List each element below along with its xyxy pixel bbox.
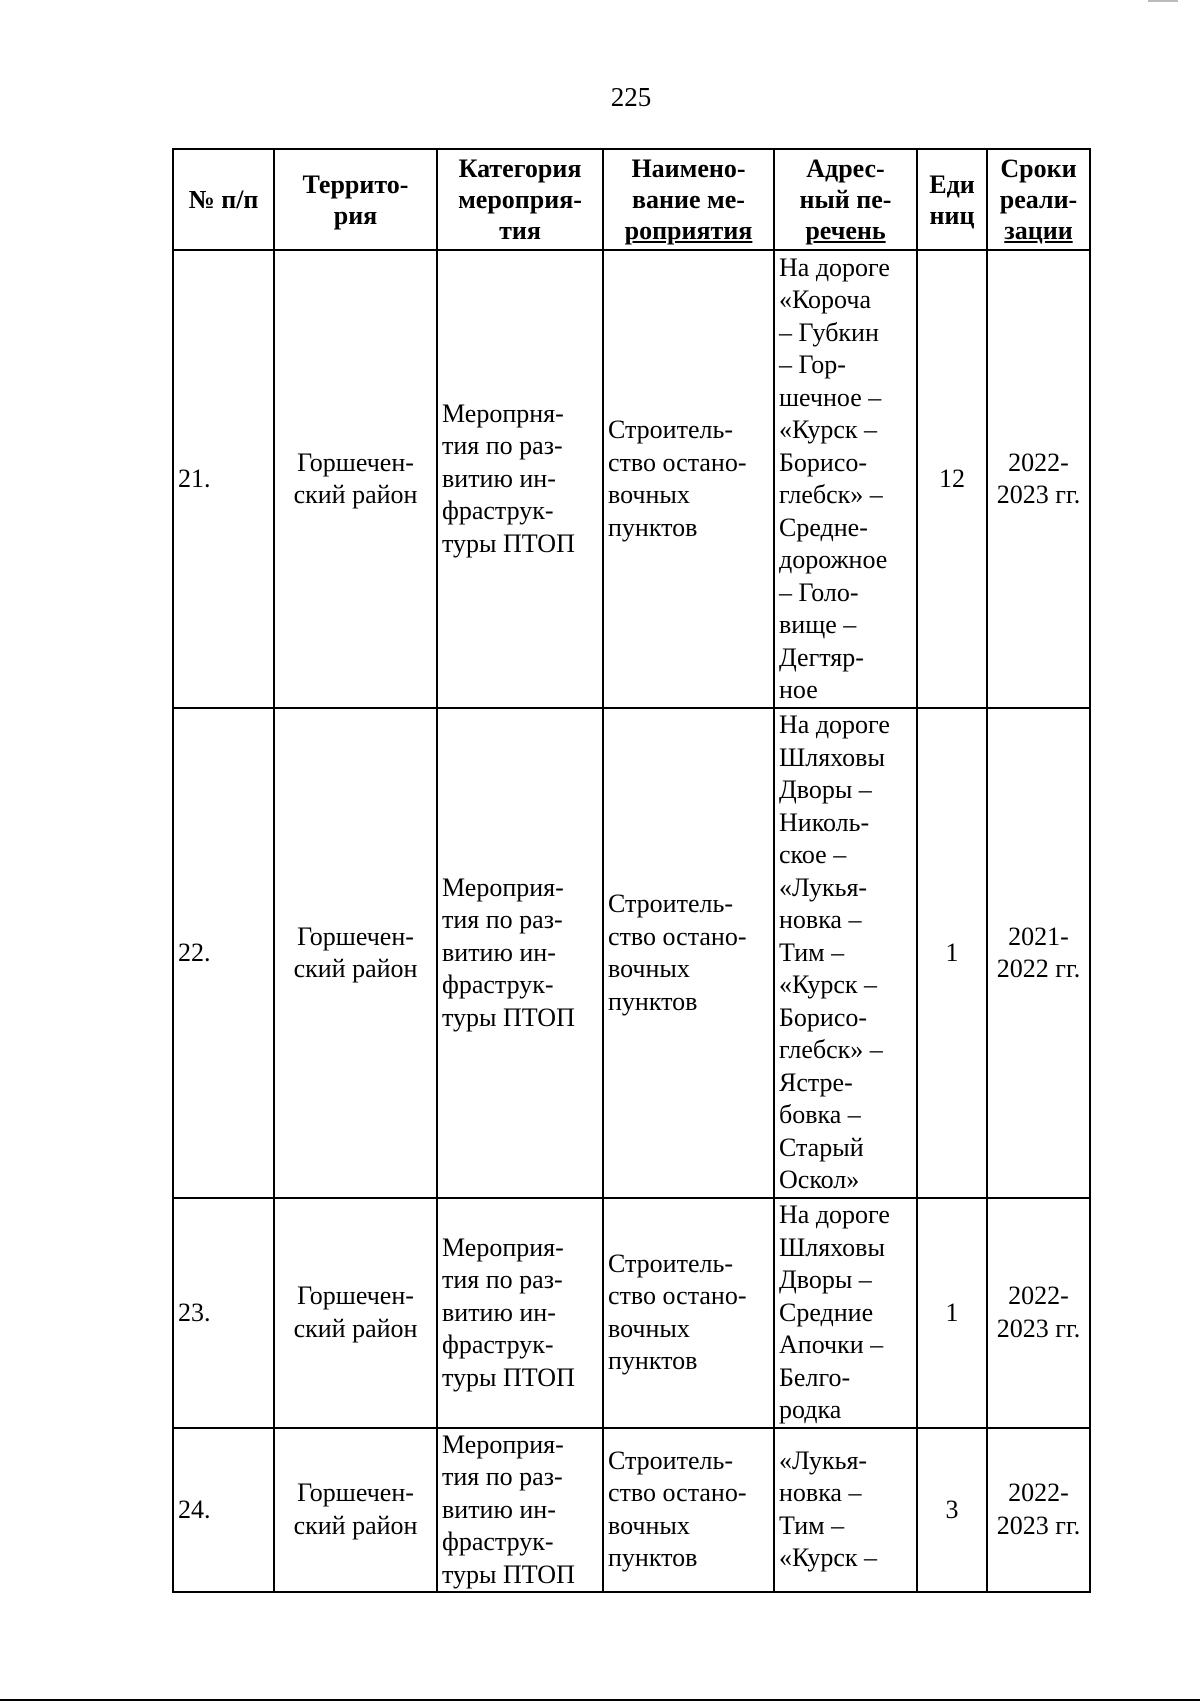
table-body bbox=[173, 250, 1090, 1592]
cell-number: 23. bbox=[173, 1198, 274, 1428]
cell-term-line: 2023 гг. bbox=[996, 1510, 1081, 1540]
cell-category-line: фраструк- bbox=[442, 1527, 554, 1556]
cell-address-line: бовка – bbox=[779, 1100, 861, 1130]
cell-address bbox=[774, 708, 917, 1198]
cell-event-name-line: ство остано- bbox=[608, 1281, 747, 1311]
cell-event-name-line: вочных bbox=[608, 954, 690, 983]
cell-category bbox=[437, 250, 603, 708]
cell-address bbox=[774, 1428, 917, 1593]
cell-event-name-line: вочных bbox=[608, 1510, 690, 1540]
header-territory: Террито- рия bbox=[274, 149, 437, 250]
cell-address-line: новка – bbox=[779, 905, 862, 935]
cell-category-line: фраструк- bbox=[442, 970, 554, 1000]
cell-units: 1 bbox=[917, 708, 987, 1198]
cell-category-line: туры ПТОП bbox=[442, 528, 575, 558]
cell-address-line: Белго- bbox=[779, 1362, 851, 1392]
cell-address-line: «Лукья- bbox=[779, 1445, 868, 1475]
cell-event-name-line: пунктов bbox=[608, 512, 698, 542]
cell-event-name-line: вочных bbox=[608, 1313, 690, 1343]
table-row bbox=[173, 708, 1090, 1198]
cell-category-line: Меропрня- bbox=[442, 398, 564, 428]
cell-address bbox=[774, 1198, 917, 1428]
cell-territory-line: Горшечен- bbox=[297, 447, 414, 477]
cell-event-name bbox=[603, 250, 774, 708]
cell-address-line: – Голо- bbox=[779, 577, 859, 607]
cell-address-line: Дворы – bbox=[779, 1265, 872, 1294]
cell-category-line: тия по раз- bbox=[442, 1265, 563, 1294]
cell-category-line: фраструк- bbox=[442, 1330, 554, 1359]
cell-address-line: На дороге bbox=[779, 1200, 890, 1229]
cell-category-line: туры ПТОП bbox=[442, 1002, 575, 1032]
bottom-rule bbox=[0, 1699, 1200, 1701]
events-table bbox=[172, 148, 1091, 1593]
cell-number: 22. bbox=[173, 708, 274, 1198]
cell-address-line: Оскол» bbox=[779, 1165, 860, 1195]
cell-category-line: Мероприя- bbox=[442, 1429, 564, 1459]
cell-address-line: Николь- bbox=[779, 807, 870, 837]
cell-address-line: «Короча bbox=[779, 285, 871, 314]
cell-term-line: 2023 гг. bbox=[996, 480, 1081, 509]
cell-term bbox=[987, 1198, 1090, 1428]
table-header-row bbox=[173, 149, 1090, 250]
cell-category bbox=[437, 1198, 603, 1428]
cell-event-name-line: вочных bbox=[608, 480, 690, 509]
cell-category bbox=[437, 708, 603, 1198]
cell-category-line: тия по раз- bbox=[442, 431, 563, 461]
cell-address-line: «Курск – bbox=[779, 970, 878, 1000]
cell-term-line: 2022- bbox=[1008, 1281, 1069, 1311]
cell-category-line: витию ин- bbox=[442, 937, 556, 967]
cell-territory bbox=[274, 250, 437, 708]
cell-term-line: 2021- bbox=[1008, 921, 1069, 951]
cell-number: 21. bbox=[173, 250, 274, 708]
cell-category-line: витию ин- bbox=[442, 1494, 556, 1524]
cell-category-line: фраструк- bbox=[442, 496, 554, 526]
cell-units: 1 bbox=[917, 1198, 987, 1428]
scan-corner-mark bbox=[1148, 0, 1178, 2]
header-number: № п/п bbox=[173, 149, 274, 250]
cell-address-line: Шляховы bbox=[779, 1232, 885, 1262]
cell-category-line: Мероприя- bbox=[442, 872, 564, 902]
cell-address-line: На дороге bbox=[779, 252, 890, 282]
page-number: 225 bbox=[610, 82, 652, 112]
cell-units: 12 bbox=[917, 250, 987, 708]
cell-address-line: вище – bbox=[779, 610, 857, 639]
cell-address-line: Шляховы bbox=[779, 742, 885, 772]
cell-event-name-line: пунктов bbox=[608, 1346, 698, 1376]
cell-territory-line: Горшечен- bbox=[297, 921, 414, 951]
header-term: Сроки реали- зации bbox=[987, 149, 1090, 250]
cell-event-name-line: Строитель- bbox=[608, 1445, 733, 1475]
table-row bbox=[173, 250, 1090, 708]
cell-territory bbox=[274, 1428, 437, 1593]
cell-event-name-line: ство остано- bbox=[608, 921, 747, 951]
cell-event-name-line: Строитель- bbox=[608, 415, 733, 444]
cell-address-line: Тим – bbox=[779, 1510, 845, 1540]
cell-event-name-line: Строитель- bbox=[608, 1248, 733, 1278]
cell-address-line: На дороге bbox=[779, 710, 890, 740]
cell-category-line: туры ПТОП bbox=[442, 1362, 575, 1392]
cell-address-line: Старый bbox=[779, 1132, 864, 1162]
cell-event-name-line: ство остано- bbox=[608, 1478, 747, 1508]
cell-term-line: 2022 гг. bbox=[996, 954, 1081, 983]
cell-territory-line: ский район bbox=[293, 1510, 418, 1540]
cell-address-line: глебск» – bbox=[779, 1035, 883, 1065]
cell-address-line: Ястре- bbox=[779, 1067, 853, 1097]
table-row bbox=[173, 1428, 1090, 1593]
cell-address-line: родка bbox=[779, 1395, 842, 1424]
cell-address-line: дорожное bbox=[779, 545, 888, 574]
cell-category-line: витию ин- bbox=[442, 1297, 556, 1327]
cell-event-name bbox=[603, 708, 774, 1198]
cell-address-line: Средне- bbox=[779, 512, 868, 542]
cell-address-line: «Курск – bbox=[779, 1543, 878, 1573]
header-address: Адрес- ный пе- речень bbox=[774, 149, 917, 250]
cell-number: 24. bbox=[173, 1428, 274, 1593]
cell-term-line: 2022- bbox=[1008, 1478, 1069, 1508]
cell-address bbox=[774, 250, 917, 708]
cell-event-name bbox=[603, 1198, 774, 1428]
cell-address-line: новка – bbox=[779, 1478, 862, 1508]
cell-territory-line: Горшечен- bbox=[297, 1478, 414, 1508]
cell-term-line: 2023 гг. bbox=[996, 1313, 1081, 1343]
cell-address-line: «Лукья- bbox=[779, 872, 868, 902]
cell-term-line: 2022- bbox=[1008, 447, 1069, 477]
cell-address-line: шечное – bbox=[779, 382, 882, 412]
cell-address-line: – Губкин bbox=[779, 317, 879, 347]
cell-territory-line: ский район bbox=[293, 954, 418, 983]
cell-category-line: тия по раз- bbox=[442, 905, 563, 935]
cell-address-line: Апочки – bbox=[779, 1330, 884, 1359]
cell-territory-line: ский район bbox=[293, 1313, 418, 1343]
cell-address-line: Дегтяр- bbox=[779, 642, 864, 672]
cell-address-line: ское – bbox=[779, 840, 847, 870]
cell-event-name bbox=[603, 1428, 774, 1593]
header-category: Категория мероприя- тия bbox=[437, 149, 603, 250]
cell-category-line: Мероприя- bbox=[442, 1232, 564, 1262]
cell-territory bbox=[274, 1198, 437, 1428]
cell-address-line: Борисо- bbox=[779, 1002, 868, 1032]
table-row bbox=[173, 1198, 1090, 1428]
cell-event-name-line: ство остано- bbox=[608, 447, 747, 477]
cell-address-line: «Курск – bbox=[779, 415, 878, 444]
cell-units: 3 bbox=[917, 1428, 987, 1593]
cell-category-line: витию ин- bbox=[442, 463, 556, 493]
cell-territory-line: ский район bbox=[293, 480, 418, 509]
cell-category-line: тия по раз- bbox=[442, 1462, 563, 1491]
cell-term bbox=[987, 1428, 1090, 1593]
cell-address-line: Дворы – bbox=[779, 775, 872, 805]
cell-address-line: глебск» – bbox=[779, 480, 883, 509]
cell-event-name-line: Строитель- bbox=[608, 889, 733, 918]
cell-event-name-line: пунктов bbox=[608, 1543, 698, 1573]
cell-category-line: туры ПТОП bbox=[442, 1559, 575, 1589]
cell-address-line: Тим – bbox=[779, 937, 845, 967]
cell-term bbox=[987, 708, 1090, 1198]
cell-event-name-line: пунктов bbox=[608, 986, 698, 1016]
header-name: Наимено- вание ме- роприятия bbox=[603, 149, 774, 250]
header-units: Еди ниц bbox=[917, 149, 987, 250]
cell-term bbox=[987, 250, 1090, 708]
cell-address-line: Борисо- bbox=[779, 447, 868, 477]
cell-territory bbox=[274, 708, 437, 1198]
cell-address-line: Средние bbox=[779, 1297, 874, 1327]
cell-address-line: ное bbox=[779, 675, 818, 704]
cell-category bbox=[437, 1428, 603, 1593]
cell-territory-line: Горшечен- bbox=[297, 1281, 414, 1311]
cell-address-line: – Гор- bbox=[779, 350, 846, 379]
